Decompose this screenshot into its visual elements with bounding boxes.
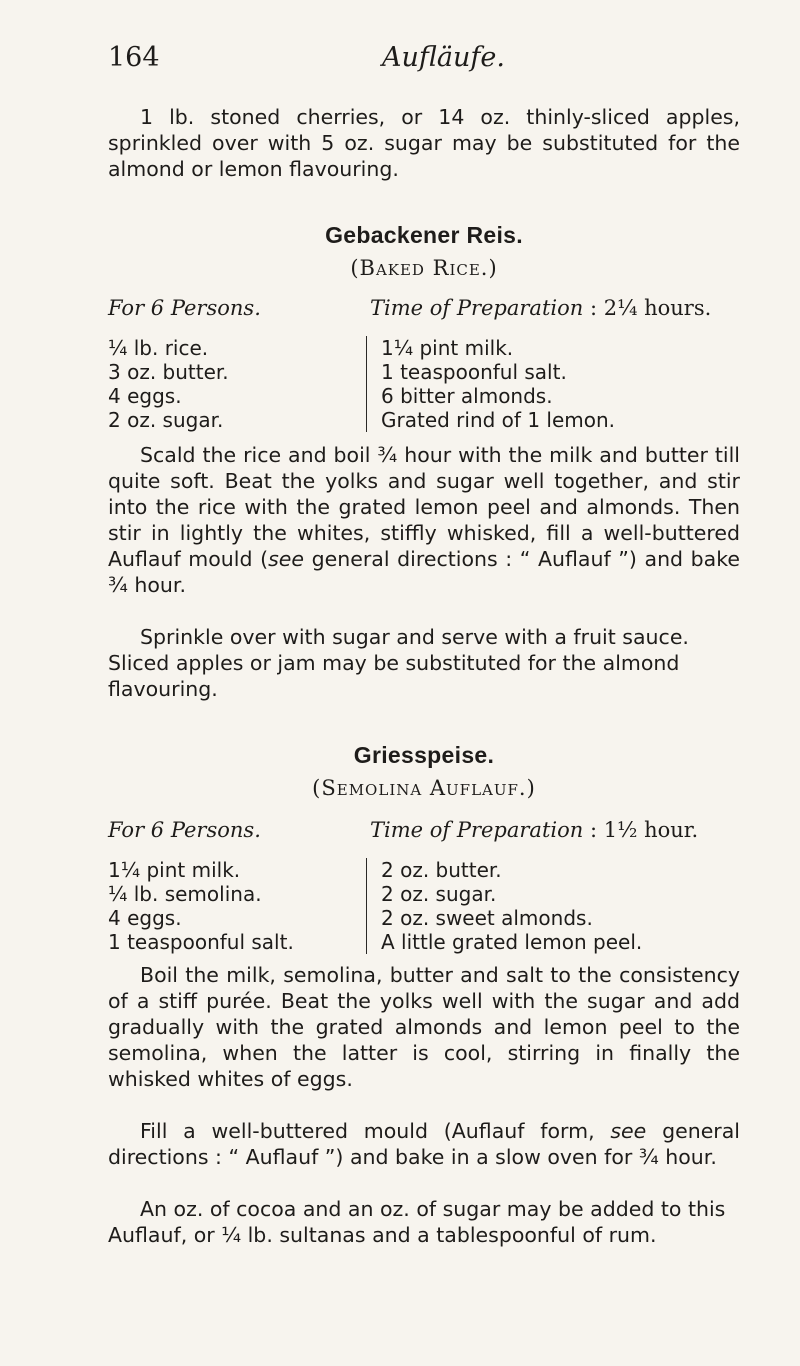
prep-value: : 1½ hour.	[589, 818, 699, 842]
ingredient: 4 eggs.	[108, 384, 182, 408]
recipe-title-semolina: Griesspeise.	[353, 742, 495, 768]
method-paragraph: Boil the milk, semolina, butter and salt to the consistency of a stiff purée. Beat the yolks well with the sugar and add gradually with the grated almonds and lemon peel to the semolina, when the latter is cool, stirring in finally the whisked whites of eggs.	[108, 963, 740, 1091]
running-head	[108, 42, 748, 82]
ingredient: 2 oz. sugar.	[381, 882, 497, 906]
page-number: 164	[108, 42, 160, 73]
recipe-title-baked-rice: Gebackener Reis.	[325, 222, 523, 248]
ingredient: 6 bitter almonds.	[381, 384, 553, 408]
serves-note: For 6 Persons.	[108, 296, 261, 320]
see-reference: see	[610, 1119, 647, 1143]
ingredient: 1 teaspoonful salt.	[108, 930, 294, 954]
method-text: Scald the rice and boil ¾ hour with the milk and butter till quite soft. Beat the yolks and sugar well together, and stir into the rice with the grated lemon peel and almonds. Then stir in lightly the whites, stiffly whisked, fill a well-buttered Auflauf mould (	[108, 443, 740, 571]
ingredient: A little grated lemon peel.	[381, 930, 643, 954]
recipe-subtitle-baked-rice: (Baked Rice.)	[350, 256, 498, 280]
ingredient: 2 oz. sweet almonds.	[381, 906, 593, 930]
preparation-time	[370, 818, 698, 842]
recipe-subtitle-semolina: (Semolina Auflauf.)	[312, 776, 536, 800]
ingredients-left	[108, 858, 294, 954]
prep-label: Time of Preparation	[370, 818, 584, 842]
mould-paragraph	[108, 1118, 740, 1170]
method-text: Fill a well-buttered mould (Auflauf form,	[140, 1119, 611, 1143]
prep-label: Time of Preparation	[370, 296, 584, 320]
ingredient: 2 oz. butter.	[381, 858, 502, 882]
ingredients-right	[366, 858, 642, 954]
ingredient: 2 oz. sugar.	[108, 408, 224, 432]
method-text: general directions : “ Auflauf ”) and bake in a slow oven for ¾ hour.	[108, 1119, 740, 1169]
ingredients-left	[108, 336, 229, 432]
ingredient: 1¼ pint milk.	[381, 336, 514, 360]
ingredient: 1¼ pint milk.	[108, 858, 241, 882]
ingredient: 4 eggs.	[108, 906, 182, 930]
prep-value: : 2¼ hours.	[589, 296, 712, 320]
serving-paragraph: Sprinkle over with sugar and serve with a fruit sauce. Sliced apples or jam may be substituted for the almond flavouring.	[108, 625, 689, 701]
preparation-time	[370, 296, 711, 320]
method-paragraph	[108, 442, 740, 598]
see-reference: see	[268, 547, 305, 571]
serves-note: For 6 Persons.	[108, 818, 261, 842]
ingredient: 3 oz. butter.	[108, 360, 229, 384]
ingredient: ¼ lb. semolina.	[108, 882, 262, 906]
ingredients-right	[366, 336, 615, 432]
ingredient: 1 teaspoonful salt.	[381, 360, 567, 384]
running-title: Aufläufe.	[382, 42, 505, 73]
method-text: general directions : “ Auflauf ”) and bake ¾ hour.	[108, 547, 741, 597]
variation-paragraph: An oz. of cocoa and an oz. of sugar may be added to this Auflauf, or ¼ lb. sultanas and a tablespoonful of rum.	[108, 1197, 726, 1247]
intro-paragraph: 1 lb. stoned cherries, or 14 oz. thinly-sliced apples, sprinkled over with 5 oz. sugar may be substituted for the almond or lemon flavouring.	[108, 105, 740, 181]
ingredient: Grated rind of 1 lemon.	[381, 408, 616, 432]
ingredient: ¼ lb. rice.	[108, 336, 209, 360]
